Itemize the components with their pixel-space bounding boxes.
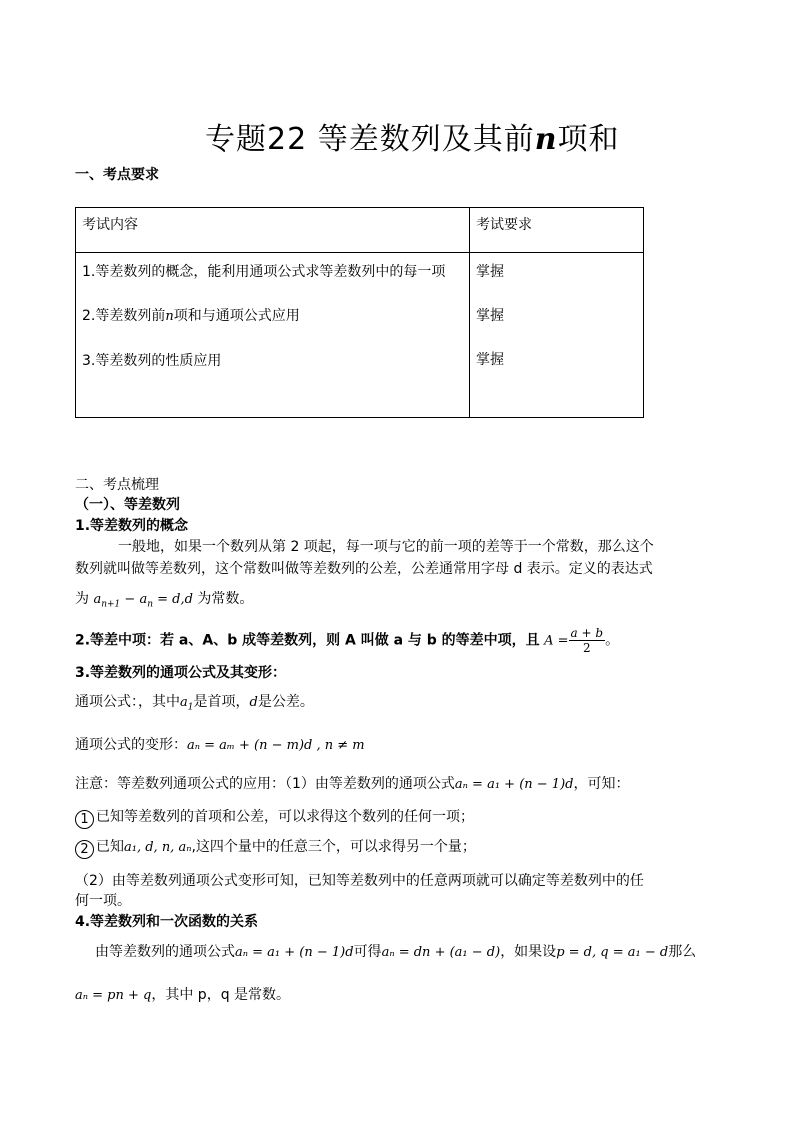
- general-term-heading: 3.等差数列的通项公式及其变形：: [75, 665, 287, 681]
- page-title: 专题22 等差数列及其前n项和: [205, 122, 620, 157]
- concept-line-3: 为 $a_{n+1} - a_n = d,d$ 为常数。: [75, 591, 254, 610]
- section-heading-requirements: 一、考点要求: [75, 167, 159, 183]
- title-variable-n: n: [534, 122, 558, 157]
- header-content-cell: 考试内容: [76, 208, 470, 253]
- requirements-table: [75, 207, 644, 418]
- general-term-line: 通项公式：，其中$a_1$是首项，d是公差。: [75, 694, 314, 713]
- note-line-4: （2）由等差数列通项公式变形可知，已知等差数列中的任意两项就可以确定等差数列中的任: [75, 873, 644, 889]
- table-item-1: 1.等差数列的概念，能利用通项公式求等差数列中的每一项: [82, 264, 446, 280]
- concept-line-1: 一般地，如果一个数列从第 2 项起，每一项与它的前一项的差等于一个常数，那么这个: [118, 539, 654, 555]
- note-item-1: 1 已知等差数列的首项和公差，可以求得这个数列的任何一项；: [75, 806, 474, 829]
- table-header-row: [76, 208, 644, 253]
- content-cell: [76, 253, 470, 418]
- linear-function-line-2: aₙ = pn + q，其中 p，q 是常数。: [75, 987, 291, 1003]
- table-item-3: 3.等差数列的性质应用: [82, 353, 222, 369]
- general-term-variant-line: 通项公式的变形：aₙ = aₘ + (n − m)d , n ≠ m: [75, 737, 365, 753]
- subsection-heading: （一）、等差数列: [75, 497, 180, 513]
- header-requirement-cell: 考试要求: [470, 208, 644, 253]
- arithmetic-mean-line: 2.等差中项：若 a、A、b 成等差数列，则 A 叫做 a 与 b 的等差中项，且 A = $\frac{a + b}{2}$ 。: [75, 626, 620, 655]
- table-item-2: 2.等差数列前n项和与通项公式应用: [82, 308, 300, 324]
- requirement-2: 掌握: [476, 308, 504, 324]
- section-heading-review: 二、考点梳理: [75, 477, 159, 493]
- table-row: [76, 253, 644, 418]
- linear-function-line-1: 由等差数列的通项公式aₙ = a₁ + (n − 1)d可得aₙ = dn + (a₁ − d)，如果设p = d, q = a₁ − d那么: [95, 944, 697, 960]
- requirement-3: 掌握: [476, 352, 504, 368]
- definition-formula: $a_{n+1} - a_n = d,d$: [93, 592, 193, 610]
- note-item-2: 2 已知a₁, d, n, aₙ,这四个量中的任意三个，可以求得另一个量；: [75, 836, 476, 859]
- mean-fraction: $\frac{a + b}{2}$: [570, 626, 604, 655]
- concept-heading: 1.等差数列的概念: [75, 518, 189, 534]
- note-line-5: 何一项。: [75, 893, 131, 909]
- requirement-cell: [470, 253, 644, 418]
- linear-function-heading: 4.等差数列和一次函数的关系: [75, 914, 259, 930]
- requirement-1: 掌握: [476, 264, 504, 280]
- circled-number-2: 2: [75, 840, 94, 859]
- concept-line-2: 数列就叫做等差数列，这个常数叫做等差数列的公差，公差通常用字母 d 表示。定义的表达式: [75, 561, 653, 577]
- circled-number-1: 1: [75, 810, 94, 829]
- note-line-1: 注意：等差数列通项公式的应用：（1）由等差数列的通项公式aₙ = a₁ + (n − 1)d，可知：: [75, 776, 630, 792]
